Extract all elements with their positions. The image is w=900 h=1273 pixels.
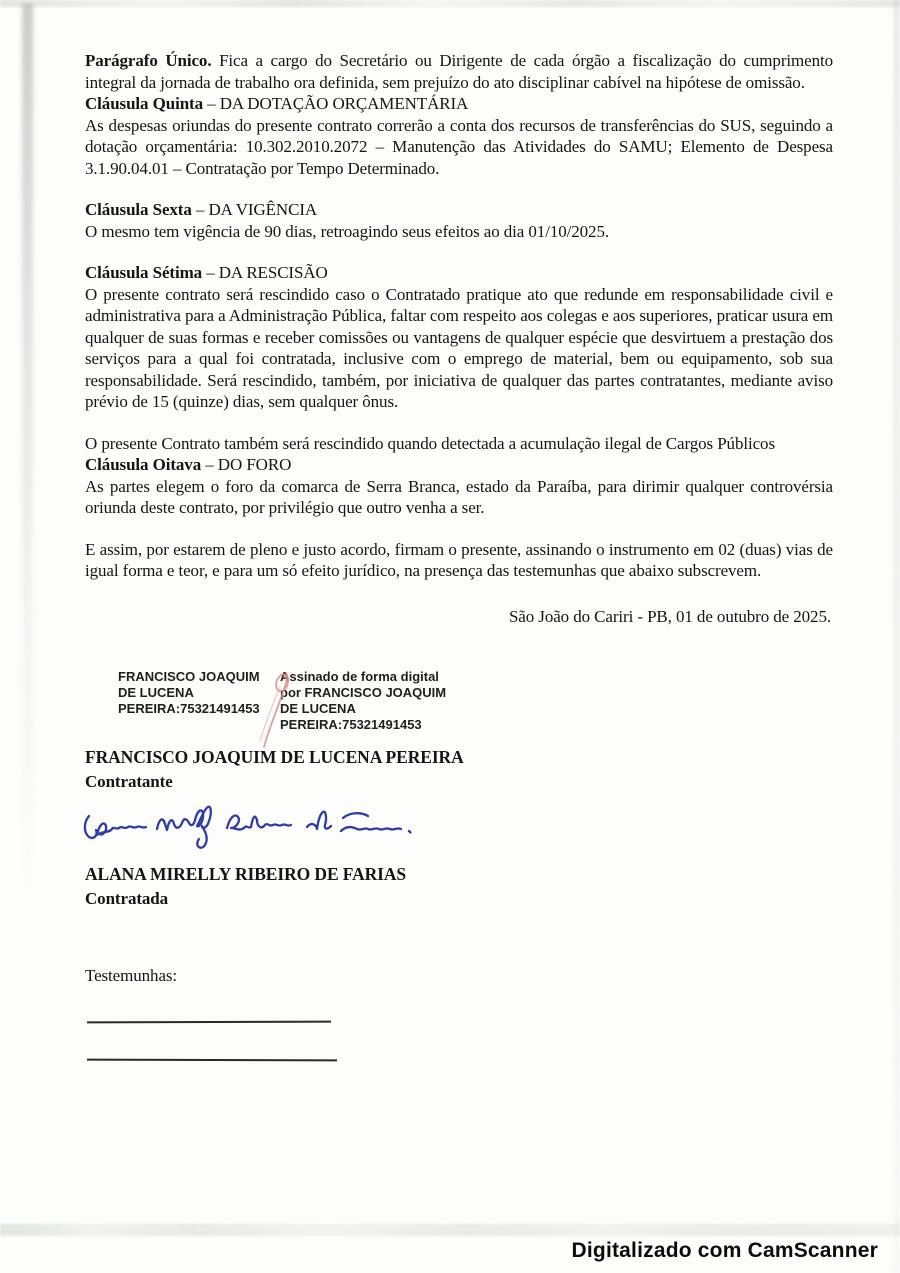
clause-title: – DO FORO bbox=[201, 455, 292, 474]
clause-text: As partes elegem o foro da comarca de Serra Branca, estado da Paraíba, para dirimir qualquer controvérsia oriunda deste contrato, por privilégio que outro venha a ser. bbox=[85, 476, 833, 517]
clause-number: Cláusula Oitava bbox=[85, 455, 202, 474]
clause-title: – DA DOTAÇÃO ORÇAMENTÁRIA bbox=[203, 94, 469, 113]
witness-signature-line-2 bbox=[87, 1058, 337, 1061]
handwritten-signature bbox=[81, 804, 415, 850]
scan-artifact-top-band bbox=[0, 0, 900, 7]
clause-heading bbox=[85, 454, 833, 476]
contratada-name: ALANA MIRELLY RIBEIRO DE FARIAS bbox=[85, 864, 407, 884]
contratante-name: FRANCISCO JOAQUIM DE LUCENA PEREIRA bbox=[85, 747, 464, 767]
clause-title: – DA RESCISÃO bbox=[202, 263, 328, 282]
paragraph-paragrafo-unico bbox=[85, 50, 833, 93]
paragraph-text: Fica a cargo do Secretário ou Dirigente de cada órgão a fiscalização do cumprimento integral da jornada de trabalho ora definida, sem prejuízo do ato disciplinar cabível na hipótese de omissão. bbox=[85, 51, 834, 92]
clause-text: As despesas oriundas do presente contrato correrão a conta dos recursos de transferências do SUS, seguindo a dotação orçamentária: 10.302.2010.2072 – Manutenção das Atividades do SAMU; Elemento de Despesa 3.1.90.04.01 – Contratação por Tempo Determinado. bbox=[85, 115, 833, 178]
contratada-role: Contratada bbox=[85, 888, 169, 908]
camscanner-watermark: Digitalizado com CamScanner bbox=[571, 1239, 878, 1262]
witness-signature-line-1 bbox=[87, 1020, 331, 1023]
clause-heading bbox=[85, 93, 833, 115]
scan-artifact-bottom-band bbox=[0, 1224, 900, 1236]
clause-setima bbox=[85, 262, 833, 413]
paragraph-lead: Parágrafo Único. bbox=[85, 51, 212, 70]
digital-signature-statement: Assinado de forma digital por FRANCISCO JOAQUIM DE LUCENA PEREIRA:75321491453 bbox=[280, 669, 447, 732]
clause-text: O mesmo tem vigência de 90 dias, retroagindo seus efeitos ao dia 01/10/2025. bbox=[85, 221, 609, 241]
clause-number: Cláusula Sexta bbox=[85, 200, 192, 219]
digital-signature-subject: FRANCISCO JOAQUIM DE LUCENA PEREIRA:75321491453 bbox=[118, 669, 260, 716]
closing-paragraph: E assim, por estarem de pleno e justo acordo, firmam o presente, assinando o instrumento em 02 (duas) vias de igual forma e teor, e para um só efeito jurídico, na presença das testemunhas que abaixo subscrevem. bbox=[85, 539, 833, 580]
scan-artifact-left-edge bbox=[22, 4, 33, 904]
clause-heading bbox=[85, 262, 833, 284]
clause-quinta bbox=[85, 93, 833, 179]
clause-number: Cláusula Quinta bbox=[85, 94, 204, 113]
digital-signature-stamp bbox=[118, 669, 490, 733]
clause-heading bbox=[85, 199, 833, 221]
clause-setima-extra: O presente Contrato também será rescindido quando detectada a acumulação ilegal de Cargos Públicos bbox=[85, 433, 775, 453]
witnesses-label: Testemunhas: bbox=[85, 966, 178, 985]
dateline: São João do Cariri - PB, 01 de outubro de 2025. bbox=[508, 606, 831, 626]
scan-artifact-right-edge bbox=[893, 0, 900, 1273]
signature-flourish-icon bbox=[250, 663, 296, 751]
clause-title: – DA VIGÊNCIA bbox=[191, 200, 318, 219]
clause-sexta bbox=[85, 199, 833, 242]
clause-oitava bbox=[85, 454, 833, 519]
clause-number: Cláusula Sétima bbox=[85, 263, 203, 282]
clause-text: O presente contrato será rescindido caso o Contratado pratique ato que redunde em responsabilidade civil e administrativa para a Administração Pública, faltar com respeito aos colegas e aos superiores, praticar usura em qualquer de suas formas e receber comissões ou vantagens de qualquer espécie que desvirtuem a prestação dos serviços para a qual foi contratada, inclusive com o emprego de material, bem ou equipamento, sob sua responsabilidade. Será rescindido, também, por iniciativa de qualquer das partes contratantes, mediante aviso prévio de 15 (quinze) dias, sem qualquer ônus. bbox=[85, 284, 833, 411]
contract-body bbox=[85, 50, 833, 1061]
contratante-role: Contratante bbox=[85, 771, 173, 791]
